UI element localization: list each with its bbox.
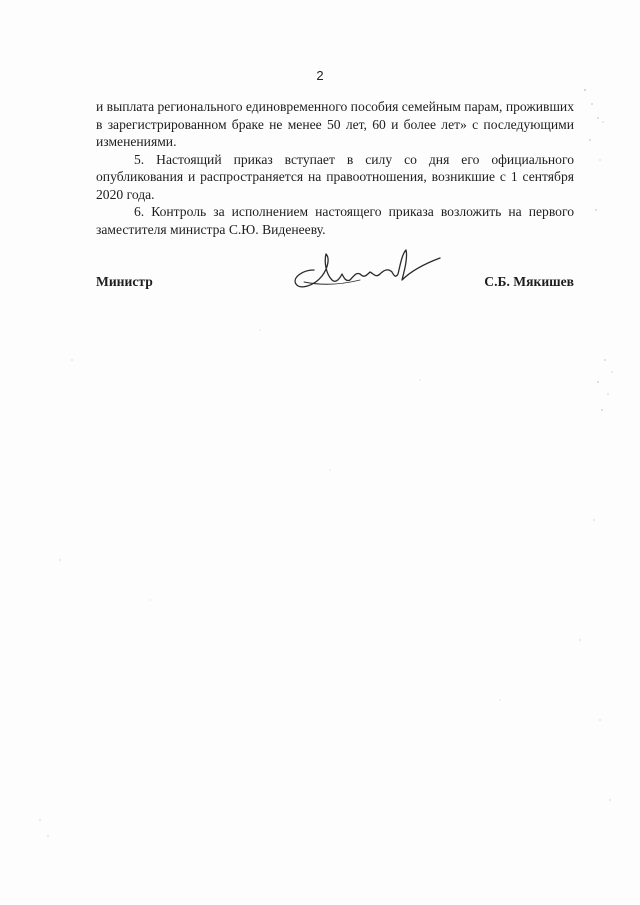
paragraph-item-6: 6. Контроль за исполнением настоящего приказа возложить на первого заместителя министра С.Ю. Виденееву. bbox=[96, 204, 574, 237]
document-body bbox=[96, 98, 574, 238]
signature-block bbox=[96, 240, 574, 300]
handwritten-signature bbox=[284, 240, 444, 292]
page-number: 2 bbox=[316, 68, 324, 83]
signatory-name: С.Б. Мякишев bbox=[484, 274, 574, 289]
paragraph-item-5: 5. Настоящий приказ вступает в силу со дня его официального опубликования и распространяется на правоотношения, возникшие с 1 сентября 2020 года. bbox=[96, 151, 574, 202]
paragraph-continuation: и выплата регионального единовременного пособия семейным парам, проживших в зарегистрированном браке не менее 50 лет, 60 и более лет» с последующими изменениями. bbox=[96, 99, 575, 149]
signatory-title: Министр bbox=[96, 274, 153, 289]
